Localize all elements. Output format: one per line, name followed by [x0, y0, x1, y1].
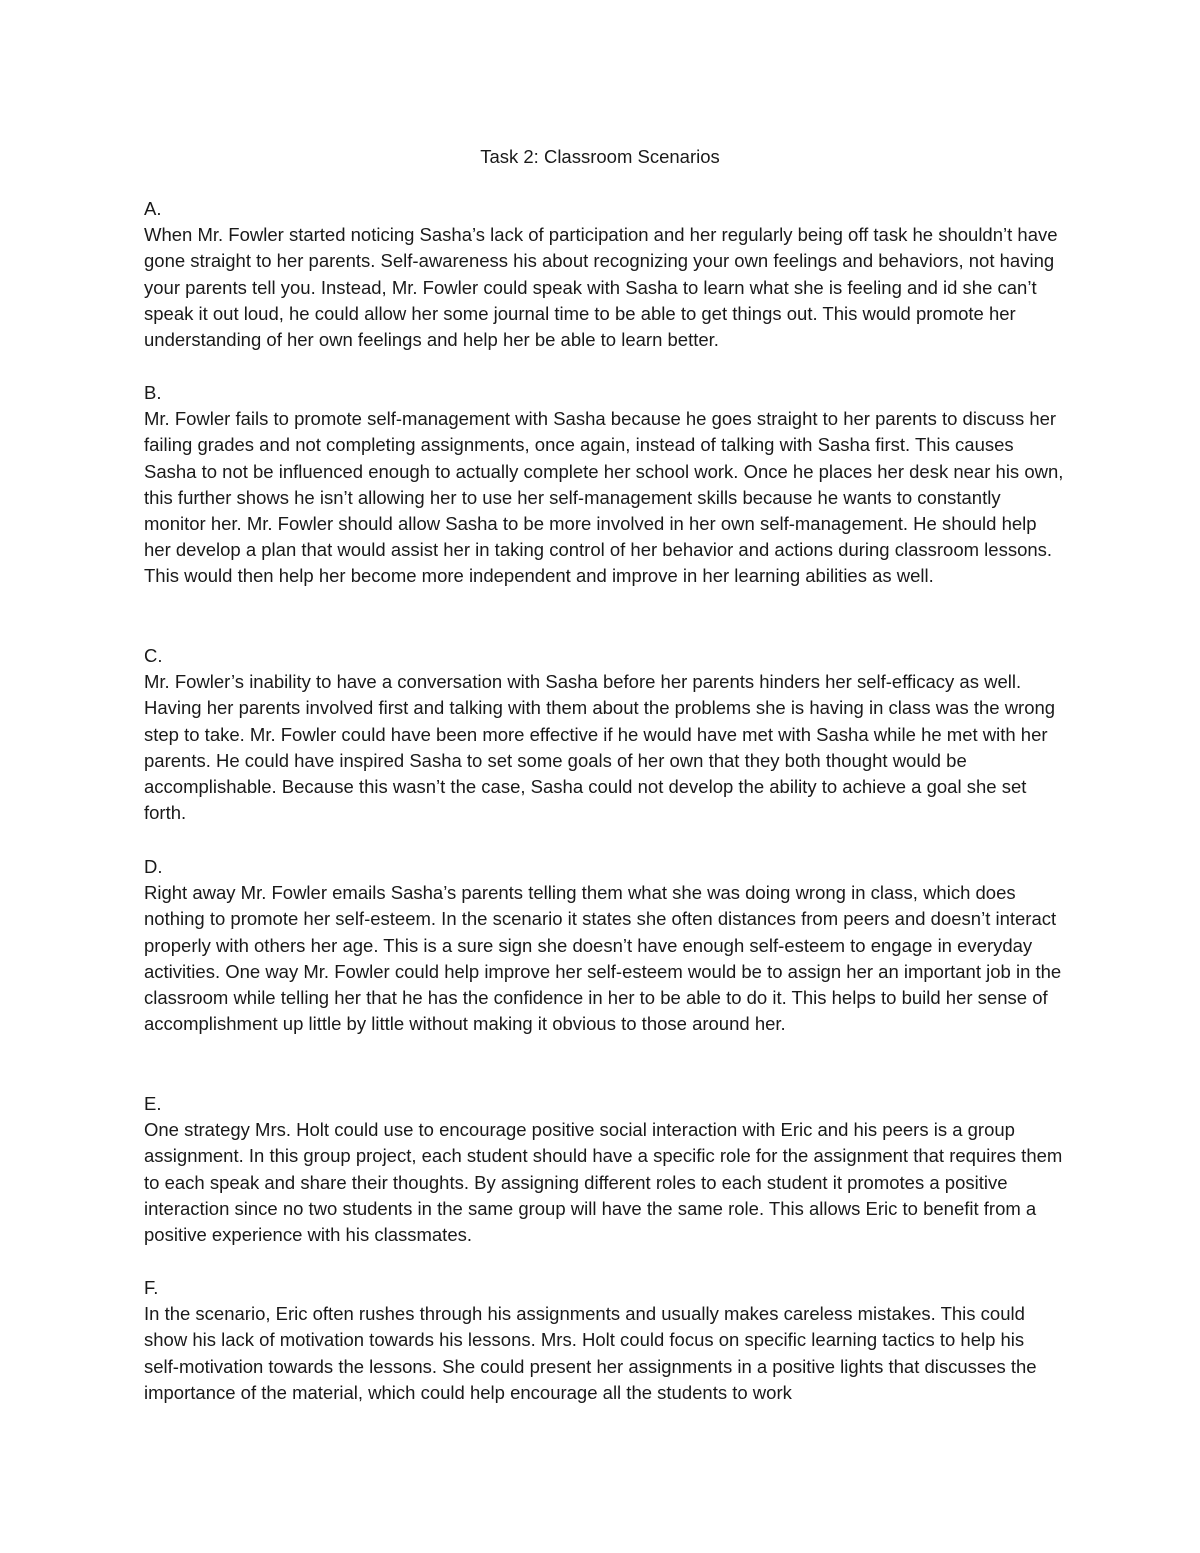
- section-body: Mr. Fowler fails to promote self-management with Sasha because he goes straight to her parents to discuss her failing grades and not completing assignments, once again, instead of talking with Sasha first. This causes Sasha to not be influenced enough to actually complete her school work. Once he places her desk near his own, this further shows he isn’t allowing her to use her self-management skills because he wants to constantly monitor her. Mr. Fowler should allow Sasha to be more involved in her own self-management. He should help her develop a plan that would assist her in taking control of her behavior and actions during classroom lessons. This would then help her become more independent and improve in her learning abilities as well.: [144, 408, 1064, 587]
- section-e: [144, 1091, 1064, 1248]
- section-label: E.: [144, 1093, 162, 1114]
- section-c: [144, 643, 1064, 826]
- section-label: C.: [144, 645, 163, 666]
- section-label: A.: [144, 198, 162, 219]
- section-d: [144, 854, 1064, 1037]
- section-a: [144, 196, 1064, 353]
- section-body: When Mr. Fowler started noticing Sasha’s lack of participation and her regularly being off task he shouldn’t have gone straight to her parents. Self-awareness his about recognizing your own feelings and behaviors, not having your parents tell you. Instead, Mr. Fowler could speak with Sasha to learn what she is feeling and id she can’t speak it out loud, he could allow her some journal time to be able to get things out. This would promote her understanding of her own feelings and help her be able to learn better.: [144, 224, 1058, 351]
- section-b: [144, 380, 1064, 590]
- section-label: B.: [144, 382, 162, 403]
- section-body: In the scenario, Eric often rushes through his assignments and usually makes careless mistakes. This could show his lack of motivation towards his lessons. Mrs. Holt could focus on specific learning tactics to help his self-motivation towards the lessons. She could present her assignments in a positive lights that discusses the importance of the material, which could help encourage all the students to work: [144, 1303, 1037, 1403]
- section-label: F.: [144, 1277, 159, 1298]
- section-f: [144, 1275, 1064, 1406]
- section-body: Right away Mr. Fowler emails Sasha’s parents telling them what she was doing wrong in class, which does nothing to promote her self-esteem. In the scenario it states she often distances from peers and doesn’t interact properly with others her age. This is a sure sign she doesn’t have enough self-esteem to engage in everyday activities. One way Mr. Fowler could help improve her self-esteem would be to assign her an important job in the classroom while telling her that he has the confidence in her to be able to do it. This helps to build her sense of accomplishment up little by little without making it obvious to those around her.: [144, 882, 1062, 1035]
- section-body: One strategy Mrs. Holt could use to encourage positive social interaction with Eric and his peers is a group assignment. In this group project, each student should have a specific role for the assignment that requires them to each speak and share their thoughts. By assigning different roles to each student it promotes a positive interaction since no two students in the same group will have the same role. This allows Eric to benefit from a positive experience with his classmates.: [144, 1119, 1063, 1246]
- section-label: D.: [144, 856, 163, 877]
- page-title: Task 2: Classroom Scenarios: [480, 146, 720, 167]
- section-body: Mr. Fowler’s inability to have a conversation with Sasha before her parents hinders her self-efficacy as well. Having her parents involved first and talking with them about the problems she is having in class was the wrong step to take. Mr. Fowler could have been more effective if he would have met with Sasha while he met with her parents. He could have inspired Sasha to set some goals of her own that they both thought would be accomplishable. Because this wasn’t the case, Sasha could not develop the ability to achieve a goal she set forth.: [144, 671, 1056, 824]
